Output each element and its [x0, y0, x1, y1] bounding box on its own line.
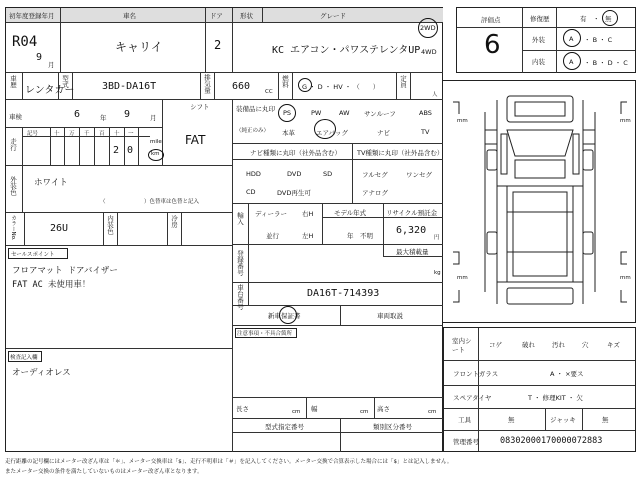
mileage-label: 走行	[9, 138, 17, 151]
height-label: 高さ	[377, 405, 390, 413]
month-unit-2: 月	[150, 114, 157, 122]
main-form-frame	[5, 7, 443, 452]
navi-title: ナビ種類に丸印（社外品含む）	[250, 149, 341, 157]
month-unit: 月	[48, 61, 55, 69]
mileage-unit-options: mile	[150, 139, 162, 145]
spare-label: スペアタイヤ	[453, 394, 492, 402]
year-unit: 年	[100, 114, 107, 122]
mm-label-1: mm	[457, 118, 468, 124]
length-label: 長さ	[236, 405, 249, 413]
color-no-label: カラーNo.	[10, 215, 16, 241]
import-parallel: 並行	[266, 232, 279, 240]
first-reg-year: R04	[12, 34, 38, 50]
registration-label: 登録番号	[236, 250, 244, 276]
tv-oneseg: ワンセグ	[406, 171, 432, 179]
kg-unit: kg	[434, 270, 441, 276]
notes-label: 注意事項・不具合箇所	[237, 331, 293, 337]
inspection-label: 車検	[9, 113, 22, 121]
import-left: 左H	[302, 232, 314, 240]
color-note: （ ）色替車は色替と記入	[100, 199, 200, 205]
mm-label-3: mm	[457, 275, 468, 281]
shift-value: FAT	[185, 133, 206, 147]
yen-unit: 円	[434, 235, 440, 241]
doors-value: 2	[214, 38, 222, 52]
glass-value: A ・ ×要ス	[550, 370, 584, 378]
import-label: 輸入	[236, 212, 244, 225]
first-reg-label: 初年度登録年月	[9, 12, 55, 20]
equipment-title: 装備品に丸印	[236, 105, 275, 113]
aircon-label: 冷房	[170, 215, 178, 228]
sales-line2: FAT AC 未使用車！	[12, 280, 91, 290]
mm-label-4: mm	[620, 275, 631, 281]
digit-header: 千	[84, 131, 90, 137]
import-dealer: ディーラー	[255, 210, 287, 218]
footer-line1: 走行距離の記号欄にはメーター改ざん車は「＊」、メーター交換車は「$」、走行不明車は「＃」を記入してください。メーター交換で合算表示した場合には「$」とは記入しません。	[5, 459, 453, 465]
doors-label: ドア	[210, 12, 223, 20]
interior-item: 破れ	[522, 341, 535, 349]
tools-value: 無	[508, 416, 515, 424]
repair-selected: 無	[605, 15, 612, 23]
score-value: 6	[484, 30, 501, 60]
interior-selected: A	[569, 58, 574, 66]
navi-cd: CD	[246, 188, 256, 196]
equip-tv: TV	[421, 128, 430, 136]
repair-options: 有 ・	[580, 15, 600, 23]
max-load-label: 最大積載量	[396, 248, 429, 256]
width-unit: cm	[360, 409, 369, 415]
cc-unit: CC	[265, 89, 273, 95]
car-body-diagram	[445, 82, 635, 322]
mileage-notes-label: 記号	[27, 131, 39, 137]
interior-sheet-label: 室内シート	[452, 337, 472, 354]
mm-label-2: mm	[620, 118, 631, 124]
sales-line1: フロアマット ドアバイザー	[12, 266, 118, 276]
navi-sd: SD	[323, 170, 333, 178]
car-name: キャリイ	[115, 40, 163, 54]
navi-dvd: DVD	[287, 170, 302, 178]
inspection-month: 9	[124, 109, 131, 120]
footer-line2: またメーター交換の条件を満たしていないものはメーター改ざん車となります。	[5, 469, 203, 475]
grade-value: KC エアコン・パワステレンタUP	[272, 45, 421, 56]
equip-leather: 本革	[282, 129, 295, 137]
model-label: 型式	[61, 75, 69, 88]
exterior-label: 外装	[532, 36, 545, 44]
chassis-label: 車台番号	[236, 284, 244, 310]
jack-label: ジャッキ	[550, 416, 576, 424]
first-reg-month: 9	[36, 52, 43, 63]
height-unit: cm	[428, 409, 437, 415]
fuel-options: G ・ D ・ HV ・ （ ）	[302, 83, 380, 91]
inspector-text: オーディオレス	[12, 368, 71, 378]
tools-label: 工具	[458, 416, 471, 424]
digit-header: 万	[69, 131, 75, 137]
sales-label: セールスポイント	[11, 252, 55, 258]
import-right: 右H	[302, 210, 314, 218]
drive-badge: 2WD	[420, 24, 436, 32]
width-label: 幅	[311, 405, 318, 413]
interior-item: 穴	[582, 341, 589, 349]
drive-alt: 4WD	[421, 48, 437, 56]
capacity-unit: 人	[432, 92, 438, 98]
fuel-label: 燃料	[281, 75, 289, 88]
exterior-selected: A	[569, 35, 574, 43]
recycle-label: リサイクル預託金	[386, 209, 438, 217]
interior-item: キズ	[607, 341, 620, 349]
chassis-value: DA16T-714393	[307, 288, 380, 299]
tv-title: TV種類に丸印（社外品含む）	[357, 149, 444, 157]
model-year-label: モデル年式	[334, 209, 367, 217]
digit-header: 十	[54, 131, 60, 137]
equip-airbag: エアバッグ	[316, 129, 348, 137]
color-label: 外装色	[9, 176, 17, 196]
class-label: 類別区分番号	[373, 423, 412, 431]
mileage-digit: 2	[113, 145, 120, 156]
jack-value: 無	[602, 416, 609, 424]
car-name-label: 車名	[123, 12, 136, 20]
equip-pw: PW	[311, 109, 322, 117]
type-label: 型式指定番号	[265, 423, 304, 431]
tv-analog: アナログ	[362, 189, 388, 197]
displacement-label: 排気量	[203, 74, 211, 94]
mileage-unit-selected: km	[151, 151, 160, 157]
equipment-subtitle: （純正のみ）	[236, 128, 270, 134]
model-value: 3BD-DA16T	[102, 81, 157, 92]
equip-ps: PS	[283, 109, 292, 117]
manual-label: 車両取説	[377, 312, 403, 320]
category-value: レンタカー	[25, 85, 75, 96]
equip-abs: ABS	[419, 109, 432, 117]
score-label: 評価点	[481, 16, 501, 24]
spare-value: T ・ 修理KIT ・ 欠	[528, 394, 583, 402]
shift-label: シフト	[190, 103, 210, 111]
color-value: ホワイト	[34, 178, 68, 188]
grade-label: グレード	[320, 12, 346, 20]
tv-fullseg: フルセグ	[362, 171, 388, 179]
equip-sunroof: サンルーフ	[364, 110, 396, 118]
mgmt-number: 08302000170000072883	[500, 436, 603, 446]
interior-item: 汚れ	[552, 341, 565, 349]
navi-dvd-play: DVD再生可	[277, 189, 311, 197]
digit-header: 十	[114, 131, 120, 137]
digit-header: 百	[99, 131, 105, 137]
equip-aw: AW	[339, 109, 350, 117]
exterior-rest: ・ B ・ C	[584, 36, 613, 44]
displacement-value: 660	[232, 81, 251, 92]
shape-label: 形状	[240, 12, 253, 20]
glass-label: フロントガラス	[453, 370, 499, 378]
category-label: 車歴	[9, 75, 17, 88]
length-unit: cm	[292, 409, 301, 415]
interior-item: コゲ	[489, 341, 502, 349]
navi-hdd: HDD	[246, 170, 261, 178]
inspector-label: 検査記入欄	[10, 355, 38, 361]
repair-label: 修復歴	[530, 15, 550, 23]
equip-navi: ナビ	[377, 129, 390, 137]
interior-score-label: 内装	[532, 58, 545, 66]
inspection-year: 6	[74, 109, 81, 120]
interior-color-label: 内装色	[106, 215, 114, 235]
interior-rest: ・ B ・ D ・ C	[584, 59, 628, 67]
mgmt-label: 管理番号	[453, 438, 479, 446]
new-warranty: 新車保証書	[268, 312, 301, 320]
capacity-label: 定員	[399, 75, 407, 88]
color-no-value: 26U	[50, 223, 69, 234]
mileage-digit: 0	[127, 145, 134, 156]
model-year-unknown: 年 不明	[347, 232, 373, 240]
digit-header: 一	[128, 131, 134, 137]
recycle-amount: 6,320	[396, 225, 427, 236]
